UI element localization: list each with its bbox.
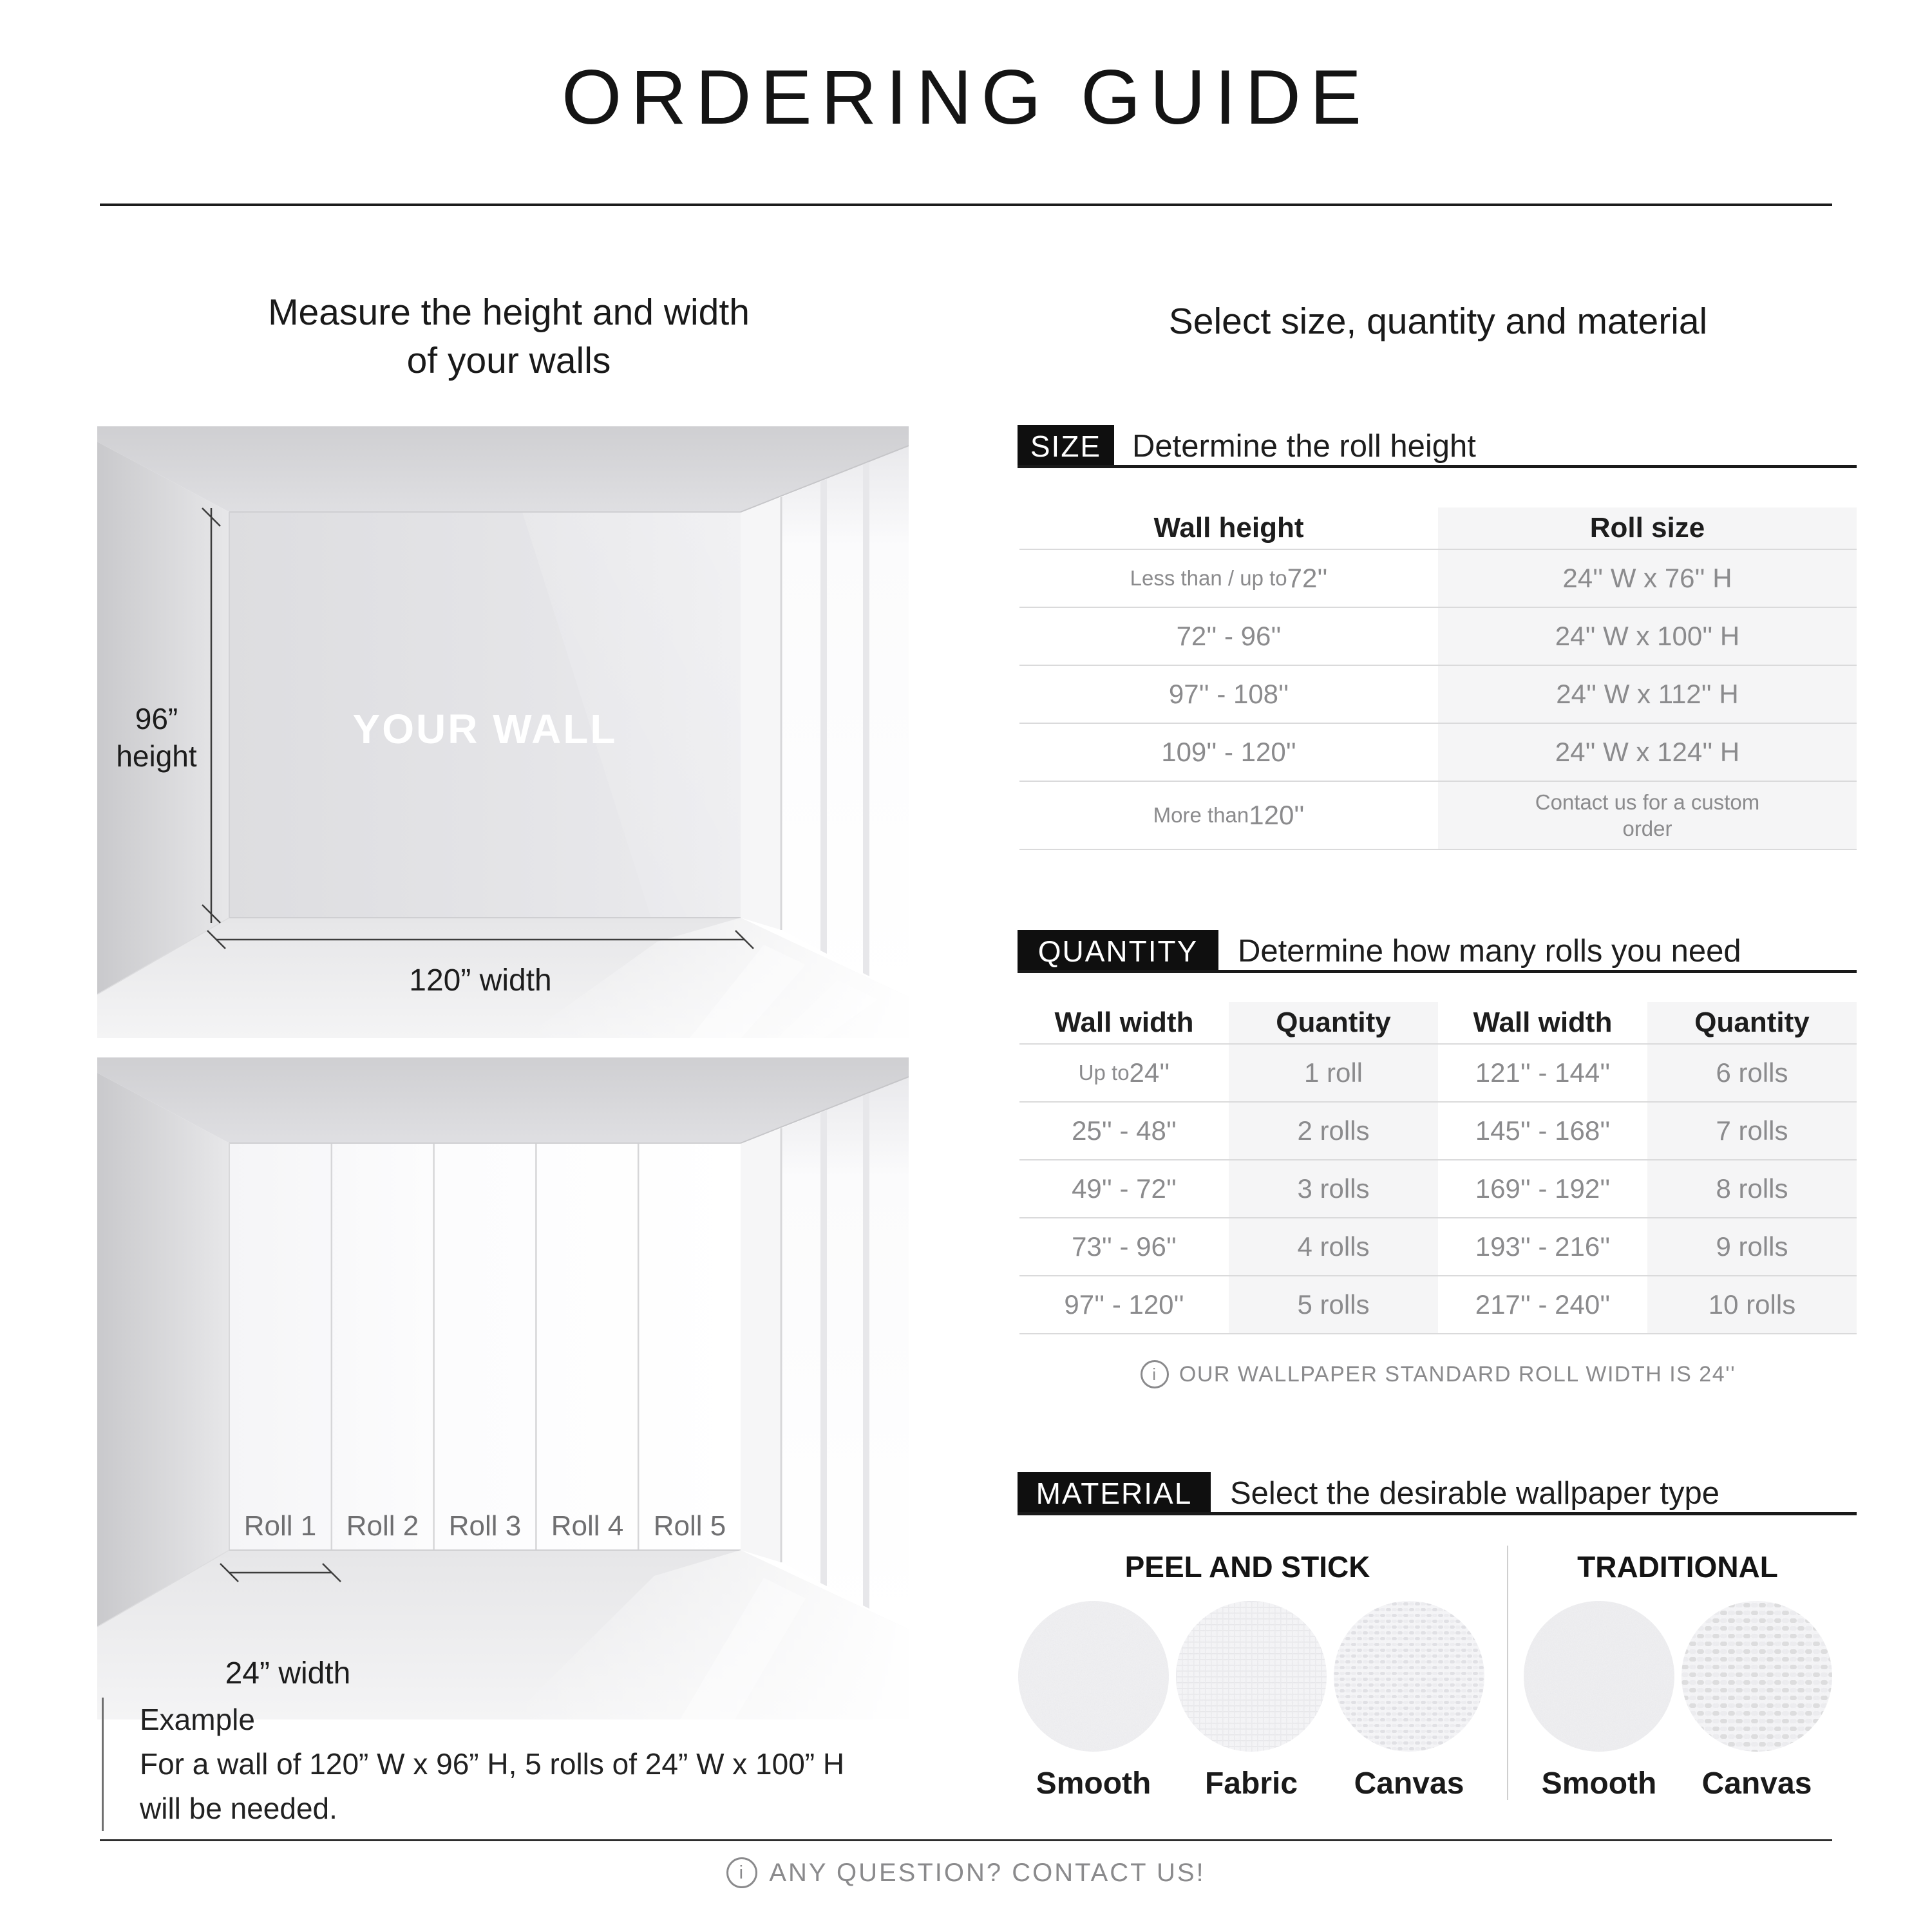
- height-value-label: 96”: [135, 702, 178, 735]
- height-word-label: height: [116, 739, 197, 773]
- qty-col-quantity: Quantity: [1647, 1002, 1857, 1043]
- swatch-peel-fabric: [1176, 1601, 1327, 1752]
- roll-size-value: 24'' W x 76'' H: [1438, 550, 1857, 607]
- swatch-label-canvas-traditional: Canvas: [1701, 1766, 1812, 1801]
- group-title-traditional: TRADITIONAL: [1577, 1550, 1778, 1584]
- left-column-heading: [100, 289, 918, 385]
- swatch-label-canvas: Canvas: [1354, 1766, 1464, 1801]
- wall-height-value: 72'': [1287, 563, 1328, 593]
- size-table-header: [1019, 507, 1857, 549]
- window-mullion: [863, 1093, 869, 1609]
- wall-width-value: 169'' - 192'': [1475, 1173, 1611, 1204]
- qty-col-quantity: Quantity: [1229, 1002, 1438, 1043]
- left-heading-line2: of your walls: [406, 340, 611, 382]
- quantity-value: 9 rolls: [1647, 1218, 1857, 1275]
- quantity-table-header: [1019, 1002, 1857, 1043]
- roll-size-value: 24'' W x 124'' H: [1438, 724, 1857, 781]
- quantity-row: [1019, 1275, 1857, 1334]
- header-divider: [100, 204, 1832, 206]
- wall-height-value: 97'' - 108'': [1168, 679, 1289, 709]
- size-row: [1019, 723, 1857, 781]
- swatch-label-smooth: Smooth: [1036, 1766, 1151, 1801]
- material-heading: Select the desirable wallpaper type: [1230, 1476, 1719, 1511]
- room-illustration-rolls: [97, 1057, 909, 1719]
- example-line2: will be needed.: [140, 1792, 337, 1825]
- wall-height-value: 109'' - 120'': [1161, 737, 1296, 767]
- size-table: [1019, 507, 1857, 850]
- wall-width-value: 121'' - 144'': [1475, 1057, 1611, 1088]
- wall-width-value: 24'': [1129, 1057, 1170, 1088]
- quantity-value: 6 rolls: [1647, 1045, 1857, 1101]
- quantity-heading: Determine how many rolls you need: [1238, 934, 1741, 969]
- size-row: [1019, 665, 1857, 723]
- info-icon: [726, 1857, 757, 1888]
- quantity-row: [1019, 1159, 1857, 1217]
- roll-label-1: Roll 1: [243, 1510, 317, 1542]
- window-mullion: [820, 479, 827, 954]
- quantity-row: [1019, 1043, 1857, 1101]
- wallpaper-panels: [229, 1143, 741, 1550]
- roll-size-value: 24'' W x 112'' H: [1438, 666, 1857, 723]
- your-wall-label: YOUR WALL: [352, 706, 618, 752]
- qty-col-wall-width: Wall width: [1473, 1007, 1613, 1038]
- quantity-rule: [1018, 970, 1857, 973]
- swatch-peel-canvas: [1334, 1601, 1484, 1752]
- qty-col-wall-width: Wall width: [1054, 1007, 1194, 1038]
- roll-label-2: Roll 2: [346, 1510, 419, 1542]
- wall-height-value: 120'': [1249, 800, 1305, 830]
- quantity-row: [1019, 1217, 1857, 1275]
- quantity-value: 10 rolls: [1647, 1276, 1857, 1333]
- roll-label-3: Roll 3: [448, 1510, 522, 1542]
- size-col-roll-size: Roll size: [1438, 507, 1857, 549]
- room-illustration-measure: [97, 426, 909, 1038]
- roll-width-note: [1019, 1360, 1857, 1388]
- example-line1: For a wall of 120” W x 96” H, 5 rolls of 24” W x 100” H: [140, 1747, 845, 1781]
- footer: [0, 1857, 1932, 1888]
- wall-width-value: 25'' - 48'': [1072, 1115, 1177, 1146]
- size-row: [1019, 549, 1857, 607]
- size-col-wall-height: Wall height: [1153, 512, 1304, 544]
- wall-width-value: 145'' - 168'': [1475, 1115, 1611, 1146]
- roll-label-4: Roll 4: [551, 1510, 624, 1542]
- size-row: [1019, 607, 1857, 665]
- roll-width-label: 24” width: [225, 1656, 351, 1690]
- size-row: [1019, 781, 1857, 850]
- footer-text: ANY QUESTION? CONTACT US!: [769, 1858, 1206, 1887]
- quantity-value: 8 rolls: [1647, 1160, 1857, 1217]
- wall-width-value: 49'' - 72'': [1072, 1173, 1177, 1204]
- left-heading-line1: Measure the height and width: [268, 292, 750, 333]
- roll-size-value: Contact us for a custom order: [1535, 790, 1760, 840]
- window-column: [741, 497, 781, 930]
- left-wall: [97, 1073, 229, 1627]
- wall-width-value: 193'' - 216'': [1475, 1231, 1611, 1262]
- window: [781, 446, 909, 997]
- quantity-row: [1019, 1101, 1857, 1159]
- size-badge: SIZE: [1018, 425, 1114, 468]
- example-block: [102, 1698, 945, 1831]
- swatch-traditional-smooth: [1524, 1601, 1674, 1752]
- note-text: OUR WALLPAPER STANDARD ROLL WIDTH IS 24'': [1179, 1361, 1736, 1387]
- wall-width-value: 73'' - 96'': [1072, 1231, 1177, 1262]
- info-icon: [1141, 1360, 1169, 1388]
- window-mullion: [863, 462, 869, 976]
- roll-size-value: 24'' W x 100'' H: [1438, 608, 1857, 665]
- window: [781, 1077, 909, 1629]
- size-heading: Determine the roll height: [1132, 429, 1476, 464]
- group-title-peel-and-stick: PEEL AND STICK: [1124, 1550, 1370, 1584]
- material-badge: MATERIAL: [1018, 1472, 1211, 1515]
- page-title: ORDERING GUIDE: [561, 54, 1371, 140]
- wall-height-prefix: More than: [1153, 803, 1249, 827]
- swatch-traditional-canvas: [1681, 1601, 1832, 1752]
- quantity-value: 5 rolls: [1229, 1276, 1438, 1333]
- roll-label-5: Roll 5: [653, 1510, 726, 1542]
- material-rule: [1018, 1512, 1857, 1515]
- wall-width-value: 217'' - 240'': [1475, 1289, 1611, 1320]
- swatch-label-smooth-traditional: Smooth: [1541, 1766, 1657, 1801]
- wall-width-value: 97'' - 120'': [1064, 1289, 1184, 1320]
- window-column: [741, 1128, 781, 1562]
- quantity-value: 7 rolls: [1647, 1103, 1857, 1159]
- wall-height-prefix: Less than / up to: [1130, 566, 1287, 590]
- window-mullion: [820, 1110, 827, 1586]
- quantity-value: 3 rolls: [1229, 1160, 1438, 1217]
- quantity-badge: QUANTITY: [1018, 930, 1218, 972]
- right-column-heading: Select size, quantity and material: [1168, 301, 1708, 342]
- size-rule: [1018, 465, 1857, 468]
- example-title: Example: [140, 1703, 255, 1736]
- quantity-value: 2 rolls: [1229, 1103, 1438, 1159]
- wall-height-value: 72'' - 96'': [1176, 621, 1282, 651]
- swatch-label-fabric: Fabric: [1204, 1766, 1298, 1801]
- footer-divider: [100, 1839, 1832, 1841]
- wall-width-prefix: Up to: [1078, 1061, 1130, 1084]
- material-divider: [1507, 1546, 1508, 1800]
- width-label: 120” width: [409, 963, 552, 998]
- quantity-table: [1019, 1002, 1857, 1334]
- quantity-value: 4 rolls: [1229, 1218, 1438, 1275]
- quantity-value: 1 roll: [1229, 1045, 1438, 1101]
- swatch-peel-smooth: [1018, 1601, 1169, 1752]
